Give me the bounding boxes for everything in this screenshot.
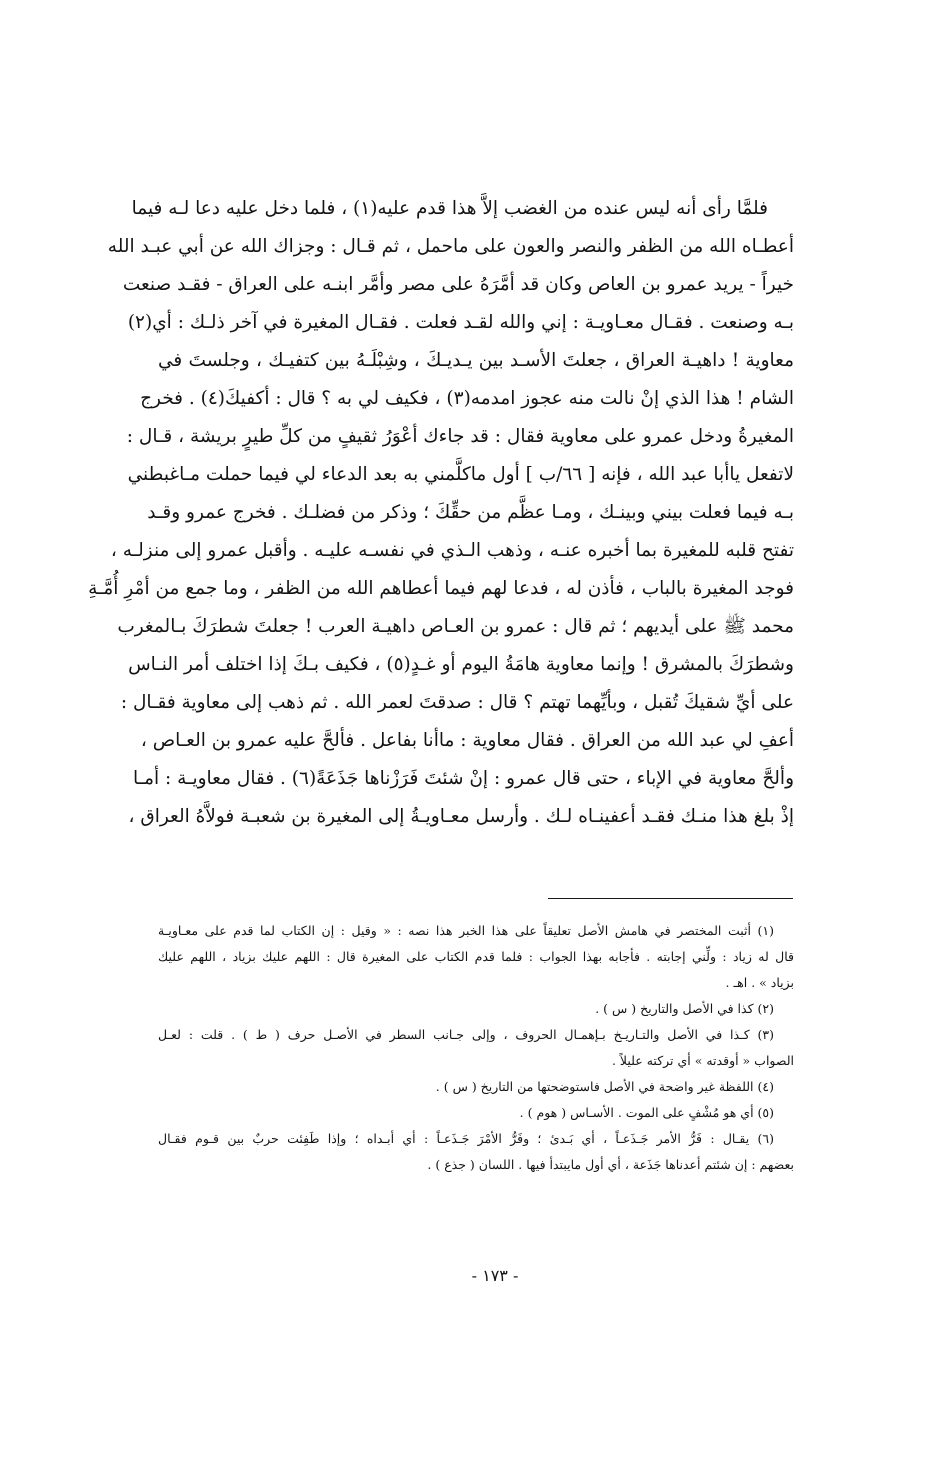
body-line: بـه فيما فعلت بيني وبينـك ، ومـا عظَّم من حقِّكَ ؛ وذكر من فضلـك . فخرج عمرو وقـد: [147, 502, 794, 523]
body-text: [88, 190, 794, 836]
body-line: إذْ بلغ هذا منـك فقـد أعفينـاه لـك . وأرسل معـاويـةُ إلى المغيرة بن شعبـة فولاَّهُ العراق ،: [128, 806, 794, 827]
footnote-line: بزياد » . اهـ .: [725, 975, 794, 990]
footnote-line: بعضهم : إن شئتم أعدناها جَذَعة ، أي أول مايبتدأ فيها . اللسان ( جذع ) .: [427, 1157, 794, 1172]
body-line: بـه وصنعت . فقـال معـاويـة : إني والله لقـد فعلت . فقـال المغيرة في آخر ذلـك : أي(٢): [127, 312, 794, 333]
body-line: على أيِّ شقيكَ تُقبل ، وبأيِّهما تهتم ؟ قال : صدقتَ لعمر الله . ثم ذهب إلى معاوية فقـال :: [120, 692, 794, 713]
page-number: - ١٧٣ -: [471, 1266, 519, 1285]
body-line: تفتح قلبه للمغيرة بما أخبره عنـه ، وذهب الـذي في نفسـه عليـه . وأقبل عمرو إلى منزلـه ،: [110, 540, 794, 561]
body-line: لاتفعل ياأبا عبد الله ، فإنه [ ٦٦/ب ] أول ماكلَّمني به بعد الدعاء لي فيما حملت مـاغبطني: [127, 464, 794, 485]
footnote-line: (٦) يقـال : فَرُّ الأمر جَـذَعـاً ، أي بَـدئ ؛ وفَرُّ الأمْرَ جَـذَعـاً : أي أبـداه ؛ وإذا طَفِئت حربٌ بين قـوم فقـال: [158, 1131, 774, 1146]
body-line: محمد ﷺ على أيديهم ؛ ثم قال : عمرو بن العـاص داهيـة العرب ! جعلتَ شطرَكَ بـالمغرب: [117, 616, 794, 637]
body-line: خيراً - يريد عمرو بن العاص وكان قد أمَّرَهُ على مصر وأمَّر ابنـه على العراق - فقـد صنعت: [122, 274, 794, 295]
footnote-line: الصواب « أوقدته » أي تركته عليلاً .: [611, 1053, 794, 1068]
body-line: الشام ! هذا الذي إنْ نالت منه عجوز امدمه(٣) ، فكيف لي به ؟ قال : أكفيكَ(٤) . فخرج: [140, 388, 794, 409]
footnote-line: (٥) أي هو مُشْفٍ على الموت . الأسـاس ( هوم ) .: [519, 1105, 774, 1120]
footnotes: [158, 918, 794, 1178]
footnote-separator: [548, 898, 793, 899]
body-line: فوجد المغيرة بالباب ، فأذن له ، فدعا لهم فيما أعطاهم الله من الظفر ، وما جمع من أمْرِ أُمَّـةِ: [88, 578, 794, 599]
body-line: أعطـاه الله من الظفر والنصر والعون على ماحمل ، ثم قـال : وجزاك الله عن أبي عبـد الله: [107, 236, 794, 257]
footnote-line: (٢) كذا في الأصل والتاريخ ( س ) .: [595, 1001, 774, 1016]
body-line: فلمَّا رأى أنه ليس عنده من الغضب إلاَّ هذا قدم عليه(١) ، فلما دخل عليه دعا لـه فيما: [131, 198, 768, 219]
footnote-line: (٤) اللفظة غير واضحة في الأصل فاستوضحتها من التاريخ ( س ) .: [435, 1079, 774, 1094]
body-line: وشطرَكَ بالمشرق ! وإنما معاوية هامَةُ اليوم أو غـدٍ(٥) ، فكيف بـكَ إذا اختلف أمر النـاس: [128, 654, 794, 675]
body-line: وألحَّ معاوية في الإباء ، حتى قال عمرو : إنْ شئتَ فَرَزْناها جَذَعَةً(٦) . فقال معاويـة : أمـا: [133, 768, 794, 789]
footnote-line: (٣) كـذا في الأصل والتـاريـخ بـإهمـال الحروف ، وإلى جـانب السطر في الأصـل حرف ( ط ) . قلت : لعـل: [158, 1027, 774, 1042]
footnote-line: قال له زياد : ولِّني إجابته . فأجابه بهذا الجواب : فلما قدم الكتاب على المغيرة قال : اللهم عليك بزياد ، اللهم عليك: [158, 949, 794, 964]
body-line: معاوية ! داهيـة العراق ، جعلتَ الأسـد بين يـديـكَ ، وشِبْلَـهُ بين كتفيـك ، وجلستَ في: [158, 350, 794, 371]
body-line: المغيرةُ ودخل عمرو على معاوية فقال : قد جاءك أعْوَرُ ثقيفٍ من كلِّ طيرٍ بريشة ، قـال :: [126, 426, 794, 447]
body-line: أعفِ لي عبد الله من العراق . فقال معاوية : ماأنا بفاعل . فألحَّ عليه عمرو بن العـاص ،: [140, 730, 794, 751]
footnote-line: (١) أثبت المختصر في هامش الأصل تعليقاً على هذا الخبر هذا نصه : « وقيل : إن الكتاب لما قدم على معـاويـة: [158, 923, 774, 938]
